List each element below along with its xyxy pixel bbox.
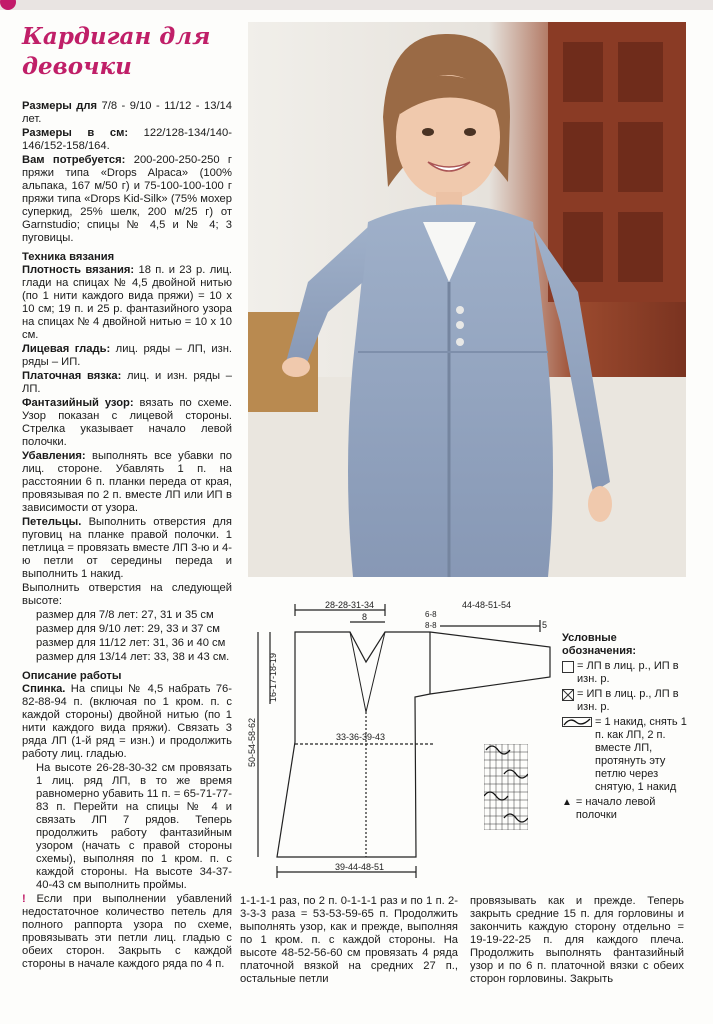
legend-item <box>562 688 692 714</box>
decreases-label: Убавления: <box>22 450 86 462</box>
density-label: Плотность вязания: <box>22 264 135 276</box>
dim-total-length: 50-54-58-62 <box>247 717 257 767</box>
sizes-text: 7/8 - 9/10 - 11/12 - 13/14 лет. <box>22 100 232 125</box>
buttonholes-text: Выполнить отверстия для пуговиц на планке правой полочки. 1 петлица = провязать вместе ЛП 3-ю и 4-ю петли от середины переда и выполнить 1 накид. <box>22 516 232 580</box>
legend-text: = ИП в лиц. р., ЛП в изн. р. <box>577 688 679 713</box>
legend-text: = ЛП в лиц. р., ИП в изн. р. <box>577 660 679 685</box>
text-column-2 <box>240 895 458 987</box>
title-line-2: девочки <box>22 53 132 80</box>
garter-text: лиц. и изн. ряды – ЛП. <box>22 370 232 395</box>
back-label: Спинка. <box>22 683 66 695</box>
height-row: размер для 7/8 лет: 27, 31 и 35 см <box>36 609 214 621</box>
legend-text: = начало левой полочки <box>575 796 656 821</box>
height-row: размер для 9/10 лет: 29, 33 и 37 см <box>36 623 220 635</box>
exclamation-icon: ! <box>22 893 26 905</box>
arrow-up-icon: ▲ <box>562 797 572 808</box>
column-2-text: 1-1-1-1 раз, по 2 п. 0-1-1-1 раз и по 1 п. 2-3-3-3 раза = 53-53-59-65 п. Продолжить выполнять узор, как и прежде, выполняя по 1 кром. п. с каждой стороны. На высоте 48-52-56-60 см провязать 4 ряда платочной вязкой на средних 27 п., остальные петли <box>240 895 458 985</box>
work-heading: Описание работы <box>22 670 122 682</box>
fancy-label: Фантазийный узор: <box>22 397 134 409</box>
text-column-3 <box>470 895 684 987</box>
dim-neck-width: 8 <box>362 612 368 622</box>
materials-label: Вам потребуется: <box>22 154 126 166</box>
page-number-badge <box>0 0 16 10</box>
knit-stitch-chart <box>484 744 528 830</box>
note-text: Если при выполнении убавлений недостаточное количество петель для полного раппорта узора по схеме, провязывать эти петли лиц. гладью с обеих сторон. Закрыть с каждой стороны в начале каждого ряда по 4 п. <box>22 893 233 970</box>
density-text: 18 п. и 23 р. лиц. глади на спицах № 4,5 двойной нитью (по 1 нити каждого вида пряжи) = 10 х 10 см; 19 п. и 25 р. фантазийного узора на спицах № 4 двойной нитью = 10 х 10 см. <box>22 264 232 341</box>
back-paragraph-2: На высоте 26-28-30-32 см провязать 1 лиц. ряд ЛП, в то же время равномерно убавить 11 п. = 65-71-77-83 п. Перейти на спицы № 4 и связать ЛП 7 рядов. Теперь продолжить работу фантазийным узором (начать с правой стороны схемы), выполняя по 1 кром. п. с каждой стороны. На высоте 34-37-40-43 см выполнить проймы. <box>36 762 232 891</box>
decreases-text: выполнять все убавки по лиц. стороне. Убавлять 1 п. на расстоянии 6 п. планки переда от края, провязывая по 2 п. вместе ЛП или ИП в зависимости от узора. <box>22 450 232 514</box>
dim-waist: 33-36-39-43 <box>336 732 386 742</box>
empty-square-icon <box>562 661 574 673</box>
article-title <box>22 22 242 82</box>
dim-armhole: 16-17-18-19 <box>268 652 278 702</box>
legend-title: Условные обозначения: <box>562 632 637 657</box>
dim-bottom-width: 39-44-48-51 <box>335 862 385 872</box>
text-column-1 <box>22 100 232 972</box>
sizes-cm-label: Размеры в см: <box>22 127 129 139</box>
dim-top-width: 28-28-31-34 <box>325 600 375 610</box>
dim-sleeve-cuff: 5 <box>542 620 548 630</box>
legend-item <box>562 796 692 822</box>
height-row: размер для 11/12 лет: 31, 36 и 40 см <box>36 637 226 649</box>
dim-neck-depth-b: 8-8 <box>425 621 437 630</box>
dim-sleeve-length: 44-48-51-54 <box>462 600 512 610</box>
buttonholes-label: Петельцы. <box>22 516 82 528</box>
page-header-strip <box>0 0 713 10</box>
stockinette-label: Лицевая гладь: <box>22 343 111 355</box>
crossed-square-icon <box>562 689 574 701</box>
holes-intro: Выполнить отверстия на следующей высоте: <box>22 582 232 607</box>
cardigan-photo <box>248 22 686 577</box>
materials-text: 200-200-250-250 г пряжи типа «Drops Alpaca» (100% альпака, 167 м/50 г) и 75-100-100-100 г пряжи типа «Drops Kid-Silk» (75% мохер суперкид, 25% шелк, 200 м/25 г) от Garnstudio; спицы № 4,5 и № 4; 3 пуговицы. <box>22 154 232 244</box>
sizes-label: Размеры для <box>22 100 98 112</box>
cable-symbol-icon <box>562 717 592 727</box>
column-3-text: провязывать как и прежде. Теперь закрыть средние 15 п. для горловины и закончить каждую сторону отдельно = 19-19-22-25 п. для каждого плеча. Продолжить выполнять фантазийный узор и по 6 п. платочной вязки с обеих сторон горловины. Закрыть <box>470 895 684 985</box>
sizes-cm-text: 122/128-134/140-146/152-158/164. <box>22 127 232 152</box>
back-text: На спицы № 4,5 набрать 76-82-88-94 п. (включая по 1 кром. п. с каждой стороны) двойной нитью (по 1 нити каждого вида пряжи). Связать 3 ряда ЛП (1-й ряд = изн.) и продолжить работу лиц. гладью. <box>22 683 232 760</box>
legend-text: = 1 накид, снять 1 п. как ЛП, 2 п. вместе ЛП, протянуть эту петлю через снятую, 1 накид <box>595 716 687 793</box>
title-line-1: Кардиган для <box>22 23 211 50</box>
garter-label: Платочная вязка: <box>22 370 122 382</box>
dim-neck-depth-a: 6-8 <box>425 610 437 619</box>
legend-item <box>562 660 692 686</box>
technique-heading: Техника вязания <box>22 251 115 263</box>
stockinette-text: лиц. ряды – ЛП, изн. ряды – ИП. <box>22 343 232 368</box>
pattern-schematic <box>240 592 570 882</box>
legend-item <box>562 716 692 794</box>
legend <box>562 632 692 822</box>
height-row: размер для 13/14 лет: 33, 38 и 43 см. <box>36 651 230 663</box>
fancy-text: вязать по схеме. Узор показан с лицевой стороны. Стрелка указывает начало левой полочки. <box>22 397 233 448</box>
